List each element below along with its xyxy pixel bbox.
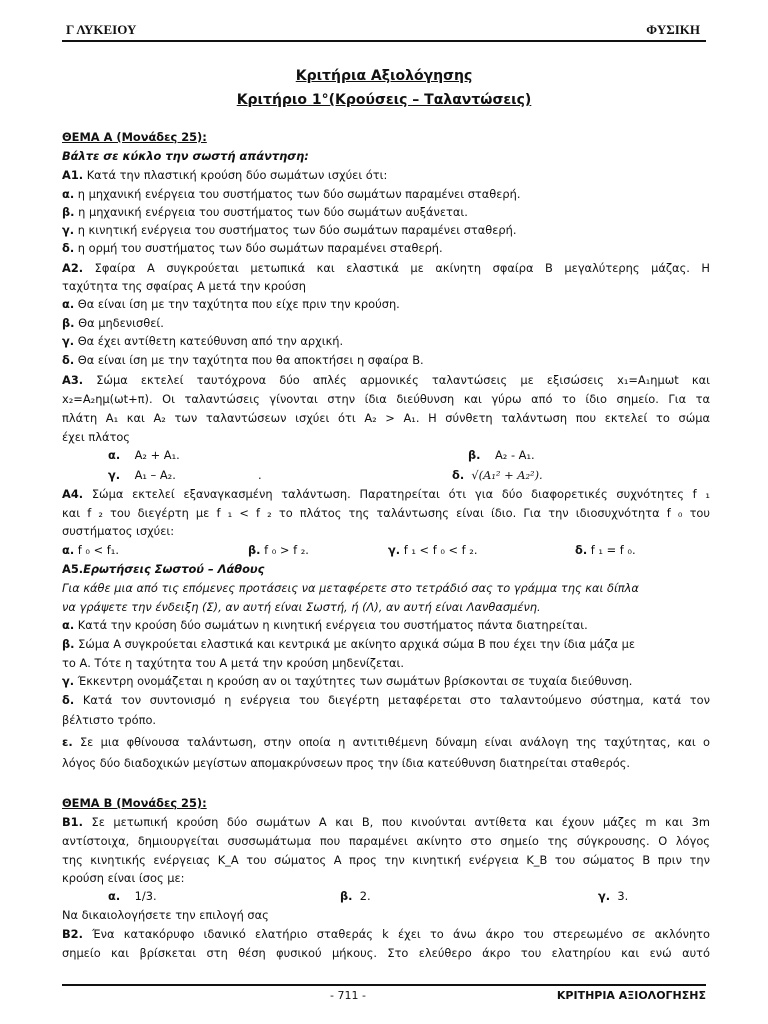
a1-option-a[interactable] xyxy=(62,186,710,203)
statement-letter: β. xyxy=(62,637,75,651)
option-text: f ₀ < f₁. xyxy=(74,543,119,557)
question-text: Σώμα εκτελεί ταυτόχρονα δύο απλές αρμονικές ταλαντώσεις με εξισώσεις x₁=A₁ημωt και xyxy=(83,373,710,387)
a4-option-a[interactable] xyxy=(62,542,119,559)
option-text: Θα είναι ίση με την ταχύτητα που θα αποκτήσει η σφαίρα Β. xyxy=(74,353,424,367)
document-subtitle: Κριτήριο 1°(Κρούσεις – Ταλαντώσεις) xyxy=(236,92,532,108)
option-letter: β. xyxy=(468,448,481,462)
statement-text: Σώμα Α συγκρούεται ελαστικά και κεντρικά με ακίνητο αρχικά σώμα Β που έχει την ίδια μάζα με xyxy=(74,637,636,651)
question-a3 xyxy=(62,372,710,389)
option-text: 1/3. xyxy=(134,889,157,903)
statement-letter: δ. xyxy=(62,693,75,707)
question-b1-line3: της κινητικής ενέργειας K_A του σώματος Α προς την κινητική ενέργεια K_B του σώματος Β πριν την xyxy=(62,853,710,867)
a5-statement-b[interactable] xyxy=(62,636,710,653)
option-letter: β. xyxy=(62,316,75,330)
question-b1-line2: αντίστοιχα, δημιουργείται συσσωμάτωμα που παραμένει ακίνητο στο σημείο της σύγκρουσης. Ο λόγος xyxy=(62,834,710,848)
b1-option-b[interactable] xyxy=(340,888,371,905)
a5-instruction-2: να γράψετε την ένδειξη (Σ), αν αυτή είναι Σωστή, ή (Λ), αν αυτή είναι Λανθασμένη. xyxy=(62,600,541,614)
header-subject: ΦΥΣΙΚΗ xyxy=(646,22,700,37)
question-a3-line3: πλάτη A₁ και A₂ των ταλαντώσεων ισχύει ότι A₂ > A₁. Η σύνθετη ταλάντωση που εκτελεί το σώμα xyxy=(62,411,710,425)
question-text: Σε μετωπική κρούση δύο σωμάτων Α και Β, που κινούνται αντίθετα και έχουν μάζες m και 3m xyxy=(82,815,710,829)
a5-statement-c[interactable] xyxy=(62,673,710,690)
document-title: Κριτήρια Αξιολόγησης xyxy=(295,68,473,84)
a2-option-b[interactable] xyxy=(62,315,710,332)
option-letter: γ. xyxy=(62,334,75,348)
option-letter: δ. xyxy=(452,468,465,482)
a5-statement-e-cont: λόγος δύο διαδοχικών μεγίστων απομακρύνσεων προς την ίδια κατεύθυνση διατηρείται σταθερός. xyxy=(62,756,631,770)
option-letter: β. xyxy=(248,543,261,557)
option-letter: γ. xyxy=(62,223,75,237)
a3-option-b[interactable] xyxy=(468,447,535,464)
thema-a-heading: ΘΕΜΑ Α (Μονάδες 25): xyxy=(62,130,207,144)
question-number: Β1. xyxy=(62,815,83,829)
option-text: 3. xyxy=(617,889,629,903)
option-text: Θα μηδενισθεί. xyxy=(74,316,164,330)
option-letter: γ. xyxy=(598,889,611,903)
a4-option-c[interactable] xyxy=(388,542,478,559)
question-a4-line2: και f ₂ του διεγέρτη με f ₁ < f ₂ το πλάτος της ταλάντωσης είναι ίδιο. Για την ιδιοσυχνότητα f ₀ του xyxy=(62,506,710,520)
option-text: A₁ – A₂. xyxy=(134,468,176,482)
option-letter: γ. xyxy=(388,543,401,557)
question-a1 xyxy=(62,167,710,184)
a4-option-d[interactable] xyxy=(575,542,636,559)
instruction: Βάλτε σε κύκλο την σωστή απάντηση: xyxy=(62,149,309,163)
question-title: Ερωτήσεις Σωστού – Λάθους xyxy=(83,562,265,576)
question-text: Σφαίρα Α συγκρούεται μετωπικά και ελαστικά με ακίνητη σφαίρα Β μεγαλύτερης μάζας. Η xyxy=(83,261,710,275)
option-text: f ₁ = f ₀. xyxy=(587,543,636,557)
option-text: Θα έχει αντίθετη κατεύθυνση από την αρχική. xyxy=(74,334,344,348)
a1-option-b[interactable] xyxy=(62,204,710,221)
option-text: A₂ + A₁. xyxy=(134,448,180,462)
option-letter: β. xyxy=(62,205,75,219)
a3-option-c[interactable] xyxy=(108,467,176,484)
statement-text: Κατά τον συντονισμό η ενέργεια του διεγέρτη μεταφέρεται στο ταλαντούμενο σύστημα, κατά τον xyxy=(74,693,710,707)
a5-statement-d-cont: βέλτιστο τρόπο. xyxy=(62,713,157,727)
a5-statement-e[interactable] xyxy=(62,734,710,751)
question-number: Α1. xyxy=(62,168,84,182)
b1-justify: Να δικαιολογήσετε την επιλογή σας xyxy=(62,908,269,922)
option-letter: γ. xyxy=(108,468,121,482)
question-a4-line3: συστήματος ισχύει: xyxy=(62,524,175,538)
a4-option-b[interactable] xyxy=(248,542,309,559)
option-letter: α. xyxy=(108,889,121,903)
a2-option-d[interactable] xyxy=(62,352,710,369)
a5-statement-d[interactable] xyxy=(62,692,710,709)
question-a3-line2: x₂=A₂ημ(ωt+π). Οι ταλαντώσεις γίνονται στην ίδια διεύθυνση και γύρω από το ίδιο σημείο. Για τα xyxy=(62,392,710,406)
a3-option-d[interactable] xyxy=(452,467,543,484)
question-number: Α5. xyxy=(62,562,84,576)
stray-dot: . xyxy=(258,468,262,482)
statement-letter: α. xyxy=(62,618,75,632)
question-b2 xyxy=(62,926,710,943)
question-a4 xyxy=(62,486,710,503)
page-header xyxy=(62,22,706,38)
option-letter: α. xyxy=(108,448,121,462)
option-text: f ₁ < f ₀ < f ₂. xyxy=(400,543,478,557)
header-class: Γ ΛΥΚΕΙΟΥ xyxy=(66,22,137,37)
option-formula: √(A₁² + A₂²). xyxy=(471,468,543,482)
statement-text: Κατά την κρούση δύο σωμάτων η κινητική ενέργεια του συστήματος πάντα διατηρείται. xyxy=(74,618,588,632)
option-text: η μηχανική ενέργεια του συστήματος των δύο σωμάτων παραμένει σταθερή. xyxy=(74,187,521,201)
statement-letter: ε. xyxy=(62,735,73,749)
option-letter: δ. xyxy=(575,543,588,557)
option-letter: α. xyxy=(62,187,75,201)
option-text: Θα είναι ίση με την ταχύτητα που είχε πριν την κρούση. xyxy=(74,297,400,311)
page-number: - 711 - xyxy=(330,989,366,1002)
question-number: Β2. xyxy=(62,927,83,941)
option-letter: α. xyxy=(62,543,75,557)
a2-option-c[interactable] xyxy=(62,333,710,350)
option-letter: β. xyxy=(340,889,353,903)
option-letter: δ. xyxy=(62,241,75,255)
a3-option-a[interactable] xyxy=(108,447,180,464)
question-text: Σώμα εκτελεί εξαναγκασμένη ταλάντωση. Παρατηρείται ότι για δύο διαφορετικές συχνότητες f ₁ xyxy=(83,487,710,501)
a2-option-a[interactable] xyxy=(62,296,710,313)
question-a3-line4: έχει πλάτος xyxy=(62,430,130,444)
footer-title: ΚΡΙΤΗΡΙΑ ΑΞΙΟΛΟΓΗΣΗΣ xyxy=(556,989,706,1002)
question-a5 xyxy=(62,561,710,578)
b1-option-c[interactable] xyxy=(598,888,628,905)
question-a2-cont: ταχύτητα της σφαίρας Α μετά την κρούση xyxy=(62,279,306,293)
statement-text: Έκκεντρη ονομάζεται η κρούση αν οι ταχύτητες των σωμάτων βρίσκονται σε τυχαία διεύθυνση. xyxy=(74,674,633,688)
statement-text: Σε μια φθίνουσα ταλάντωση, στην οποία η αντιτιθέμενη δύναμη είναι ανάλογη της ταχύτητας, και ο xyxy=(72,735,710,749)
question-number: Α2. xyxy=(62,261,84,275)
thema-b-heading: ΘΕΜΑ Β (Μονάδες 25): xyxy=(62,796,207,810)
option-text: A₂ - A₁. xyxy=(494,448,535,462)
option-text: 2. xyxy=(359,889,371,903)
a5-instruction-1: Για κάθε μια από τις επόμενες προτάσεις να μεταφέρετε στο τετράδιό σας το γράμμα της και δίπλα xyxy=(62,581,639,595)
question-text: Ένα κατακόρυφο ιδανικό ελατήριο σταθεράς k έχει το άνω άκρο του στερεωμένο σε ακλόνητο xyxy=(82,927,710,941)
a5-statement-b-cont: το Α. Τότε η ταχύτητα του Α μετά την κρούση μηδενίζεται. xyxy=(62,656,404,670)
question-b2-line2: σημείο και βρίσκεται στη θέση φυσικού μήκους. Στο ελεύθερο άκρο του ελατηρίου και ενώ αυτό xyxy=(62,946,710,960)
option-text: η κινητική ενέργεια του συστήματος των δύο σωμάτων παραμένει σταθερή. xyxy=(74,223,517,237)
question-b1 xyxy=(62,814,710,831)
a5-statement-a[interactable] xyxy=(62,617,710,634)
footer-rule xyxy=(62,984,706,986)
b1-option-a[interactable] xyxy=(108,888,157,905)
option-text: η ορμή του συστήματος των δύο σωμάτων παραμένει σταθερή. xyxy=(74,241,443,255)
option-letter: δ. xyxy=(62,353,75,367)
question-text: Κατά την πλαστική κρούση δύο σωμάτων ισχύει ότι: xyxy=(83,168,388,182)
question-number: Α3. xyxy=(62,373,84,387)
statement-letter: γ. xyxy=(62,674,75,688)
option-text: f ₀ > f ₂. xyxy=(260,543,309,557)
question-b1-line4: κρούση είναι ίσος με: xyxy=(62,871,185,885)
question-number: Α4. xyxy=(62,487,84,501)
a1-option-c[interactable] xyxy=(62,222,710,239)
header-rule xyxy=(62,40,706,42)
a1-option-d[interactable] xyxy=(62,240,710,257)
option-text: η μηχανική ενέργεια του συστήματος των δύο σωμάτων αυξάνεται. xyxy=(74,205,468,219)
question-a2 xyxy=(62,260,710,277)
option-letter: α. xyxy=(62,297,75,311)
